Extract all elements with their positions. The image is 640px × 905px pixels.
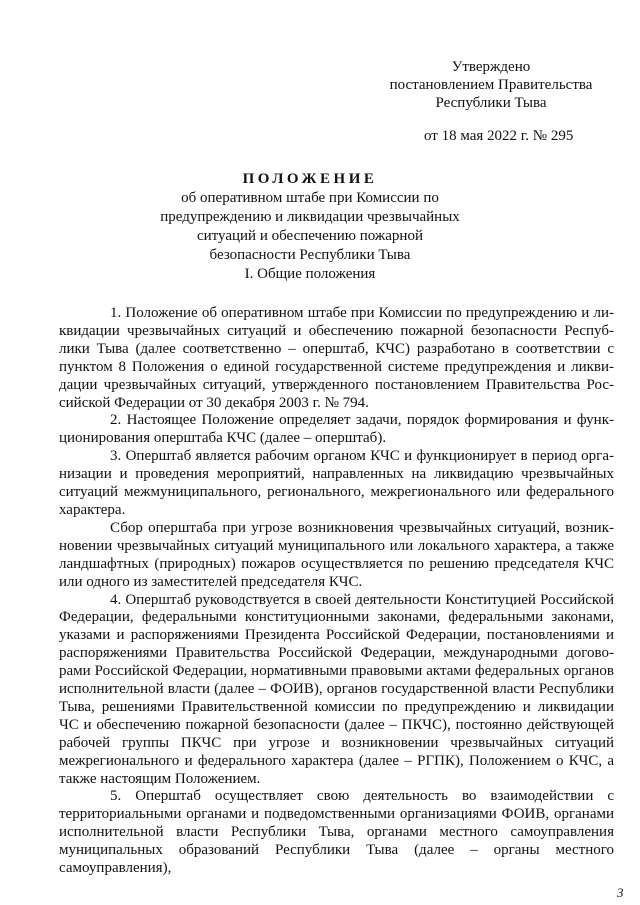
- document-title: ПОЛОЖЕНИЕ: [242, 171, 378, 187]
- approval-line: Республики Тыва: [435, 95, 547, 111]
- approval-line: постановлением Правительства: [389, 77, 593, 93]
- document-subtitle-line: безопасности Республики Тыва: [209, 247, 411, 263]
- paragraph: 5. Оперштаб осуществляет свою деятельность во взаимодействии с территориальными органами и подведомственными организациями ФОИВ, органами исполнительной власти Республики Тыва, органами местного самоуправления муниципальных образований Республики Тыва (далее – органы местного самоуправления),: [59, 788, 614, 877]
- document-subtitle-line: об оперативном штабе при Комиссии по: [181, 190, 439, 206]
- page-number: 3: [617, 885, 624, 900]
- document-title-block: [140, 170, 480, 265]
- document-subtitle-line: предупреждению и ликвидации чрезвычайных: [160, 209, 460, 225]
- document-body: [59, 305, 614, 878]
- paragraph: 1. Положение об оперативном штабе при Комиссии по предупреждению и ликвидации чрезвычайных ситуаций и обеспечению пожарной безопасности Республики Тыва (далее соответственно – оперштаб, КЧС) разработано в соответствии с пунктом 8 Положения о единой государственной системе предупреждения и ликвидации чрезвычайных ситуаций, утвержденного постановлением Правительства Российской Федерации от 30 декабря 2003 г. № 794.: [59, 305, 614, 411]
- approval-line: Утверждено: [451, 59, 531, 75]
- approval-stamp: [380, 58, 602, 112]
- paragraph: Сбор оперштаба при угрозе возникновения чрезвычайных ситуаций, возникновении чрезвычайных ситуаций муниципального или локального характера, а также ландшафтных (природных) пожаров осуществляется по решению председателя КЧС или одного из заместителей председателя КЧС.: [59, 519, 614, 590]
- section-heading: I. Общие положения: [244, 266, 376, 282]
- paragraph: 4. Оперштаб руководствуется в своей деятельности Конституцией Российской Федерации, федеральными конституционными законами, федеральными законами, указами и распоряжениями Президента Российской Федерации, постановлениями и распоряжениями Правительства Российской Федерации, международными договорами Российской Федерации, нормативными правовыми актами федеральных органов исполнительной власти (далее – ФОИВ), органов государственной власти Республики Тыва, решениями Правительственной комиссии по предупреждению и ликвидации ЧС и обеспечению пожарной безопасности (далее – ПКЧС), постоянно действующей рабочей группы ПКЧС при угрозе и возникновении чрезвычайных ситуаций межрегионального и федерального характера (далее – РГПК), Положением о КЧС, а также настоящим Положением.: [59, 591, 614, 787]
- approval-date: от 18 мая 2022 г. № 295: [424, 128, 574, 144]
- document-subtitle-line: ситуаций и обеспечению пожарной: [197, 228, 423, 244]
- paragraph: 2. Настоящее Положение определяет задачи, порядок формирования и функционирования оперштаба КЧС (далее – оперштаб).: [59, 412, 614, 447]
- paragraph: 3. Оперштаб является рабочим органом КЧС и функционирует в период организации и проведения мероприятий, направленных на ликвидацию чрезвычайных ситуаций межмуниципального, регионального, межрегионального или федерального характера.: [59, 448, 614, 518]
